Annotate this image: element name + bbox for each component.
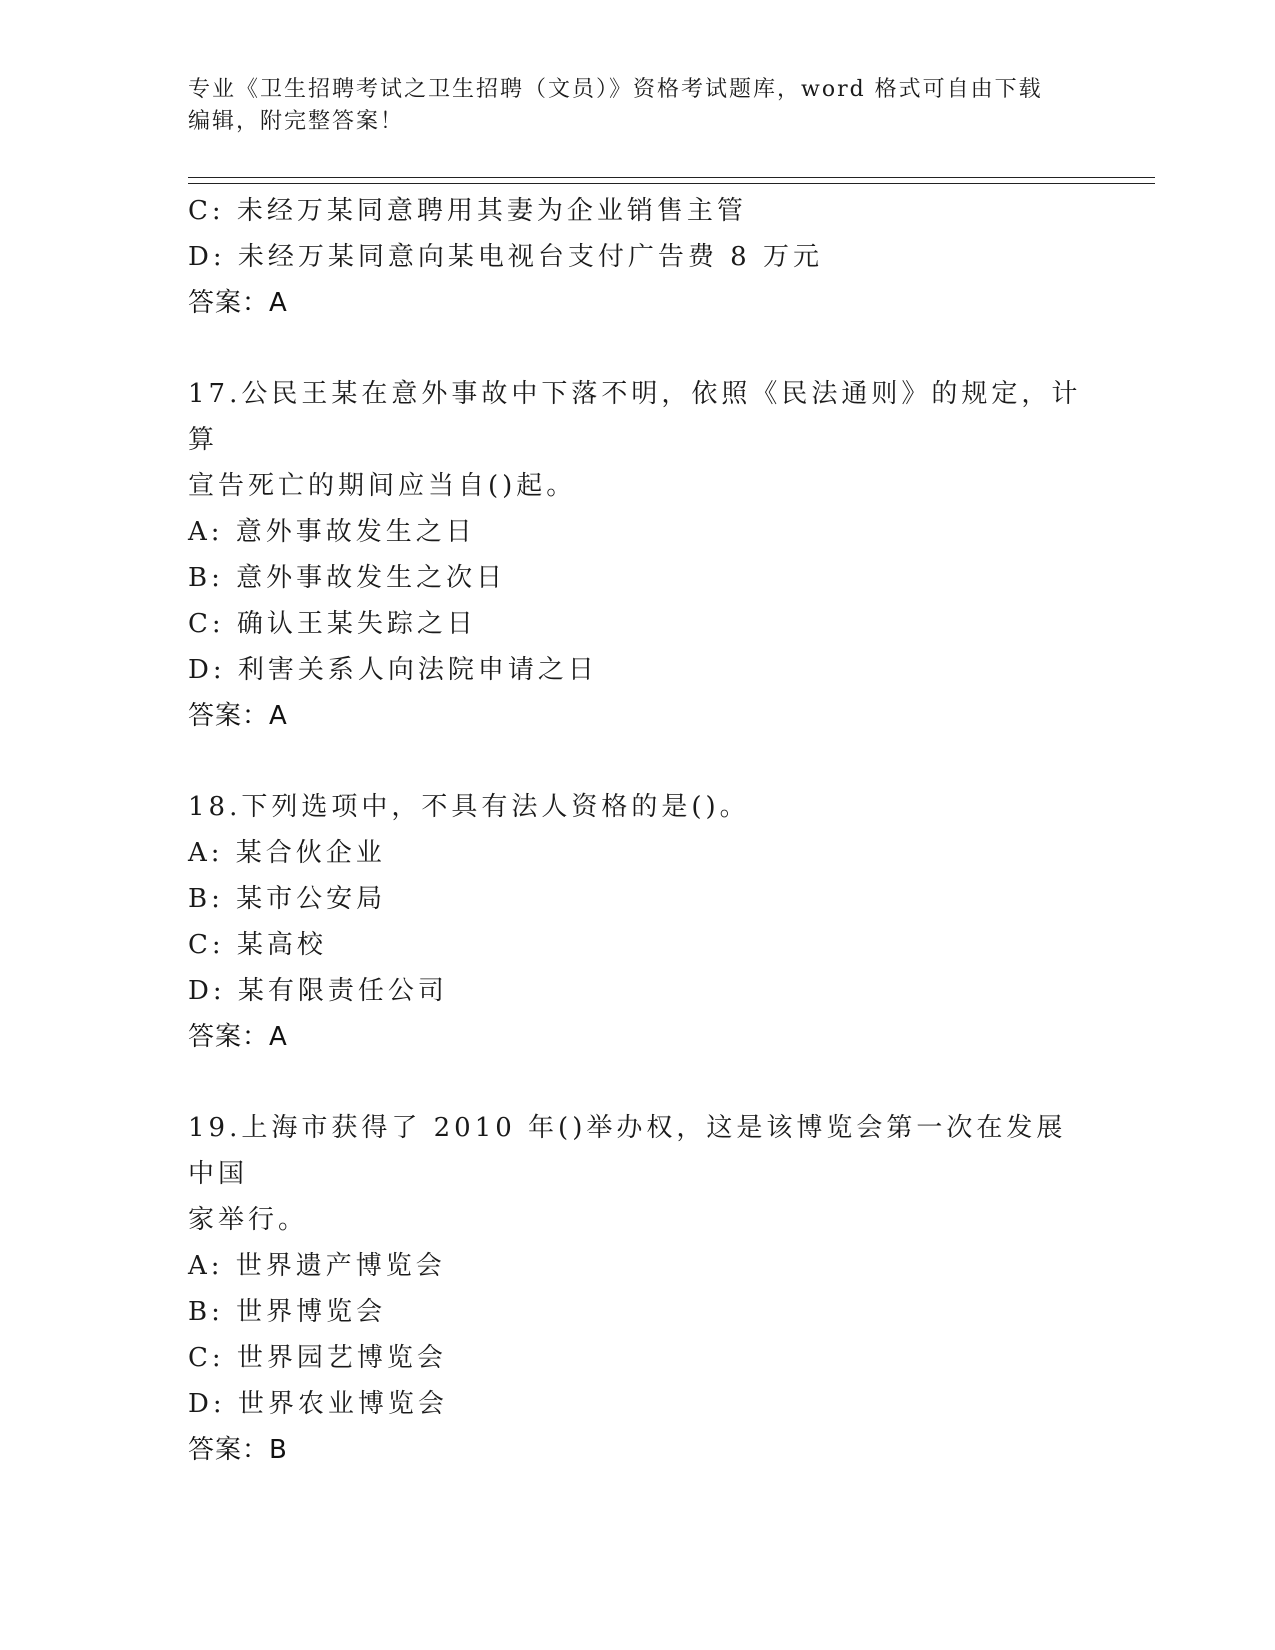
option-d: D: 世界农业博览会 bbox=[188, 1389, 448, 1419]
option-a: A: 意外事故发生之日 bbox=[188, 517, 476, 547]
option-d: D: 利害关系人向法院申请之日 bbox=[188, 655, 598, 685]
option-a: A: 世界遗产博览会 bbox=[188, 1251, 446, 1281]
option-c: C: 未经万某同意聘用其妻为企业销售主管 bbox=[188, 196, 747, 226]
question-19 bbox=[188, 1105, 1088, 1473]
spacer bbox=[188, 1060, 1088, 1105]
question-continuation bbox=[188, 188, 1088, 326]
option-b: B: 某市公安局 bbox=[188, 884, 387, 914]
spacer bbox=[188, 739, 1088, 784]
header-line-2: 编辑，附完整答案！ bbox=[188, 109, 405, 134]
question-text-line-2: 宣告死亡的期间应当自()起。 bbox=[188, 471, 577, 501]
header-line-1: 专业《卫生招聘考试之卫生招聘（文员）》资格考试题库，word 格式可自由下载 bbox=[188, 77, 1043, 102]
spacer bbox=[188, 326, 1088, 371]
question-list bbox=[188, 188, 1088, 1473]
option-b: B: 意外事故发生之次日 bbox=[188, 563, 507, 593]
answer-label: 答案：A bbox=[188, 1022, 288, 1052]
question-text-line-2: 家举行。 bbox=[188, 1205, 309, 1235]
answer-label: 答案：B bbox=[188, 1435, 288, 1465]
option-d: D: 某有限责任公司 bbox=[188, 976, 448, 1006]
question-17 bbox=[188, 371, 1088, 739]
header-divider-top bbox=[188, 177, 1155, 178]
option-c: C: 某高校 bbox=[188, 930, 327, 960]
header-divider-bottom bbox=[188, 183, 1155, 184]
document-header bbox=[188, 74, 1068, 138]
question-text-line-1: 19.上海市获得了 2010 年()举办权，这是该博览会第一次在发展中国 bbox=[188, 1113, 1067, 1189]
answer-label: 答案：A bbox=[188, 288, 288, 318]
question-18 bbox=[188, 784, 1088, 1060]
option-a: A: 某合伙企业 bbox=[188, 838, 386, 868]
question-text-line-1: 18.下列选项中，不具有法人资格的是()。 bbox=[188, 792, 750, 822]
answer-label: 答案：A bbox=[188, 701, 288, 731]
option-b: B: 世界博览会 bbox=[188, 1297, 387, 1327]
question-text-line-1: 17.公民王某在意外事故中下落不明，依照《民法通则》的规定，计算 bbox=[188, 379, 1082, 455]
option-d: D: 未经万某同意向某电视台支付广告费 8 万元 bbox=[188, 242, 823, 272]
option-c: C: 世界园艺博览会 bbox=[188, 1343, 447, 1373]
option-c: C: 确认王某失踪之日 bbox=[188, 609, 477, 639]
